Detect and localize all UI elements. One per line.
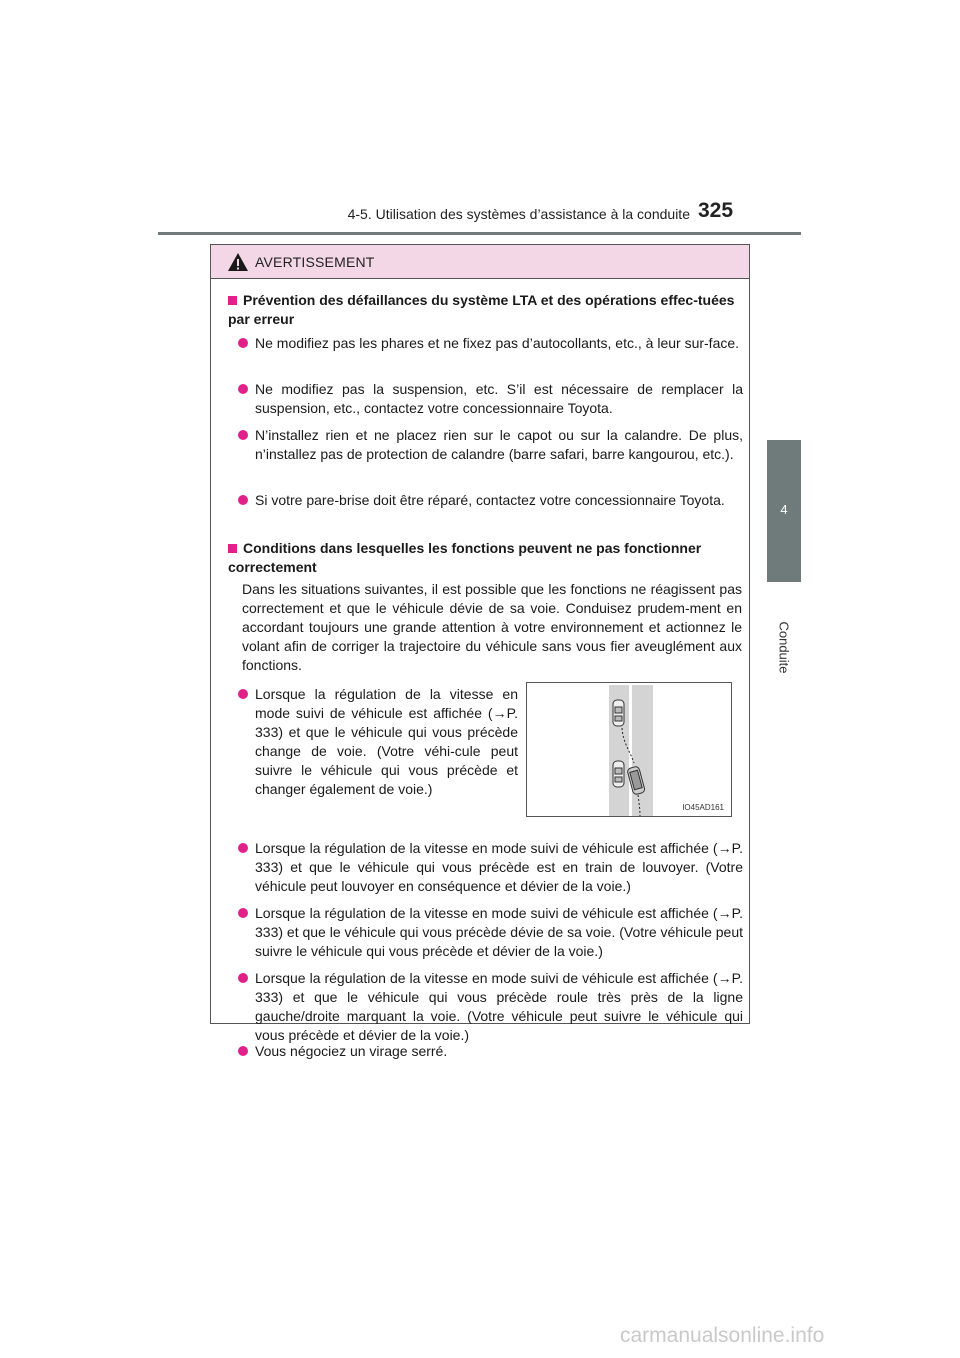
bullet-icon	[238, 973, 248, 983]
list-item: Vous négociez un virage serré.	[238, 1042, 743, 1061]
section-title-lta: Prévention des défaillances du système LTA et des opérations effec-tuées par erreur	[228, 292, 735, 327]
warning-box	[210, 244, 750, 1059]
list-item: Si votre pare-brise doit être réparé, contactez votre concessionnaire Toyota.	[238, 491, 743, 510]
chapter-number: 4	[780, 502, 788, 517]
lane-change-diagram	[527, 683, 731, 816]
square-bullet-icon	[228, 296, 237, 305]
section-intro: Dans les situations suivantes, il est possible que les fonctions ne réagissent pas correctement et que le véhicule dévie de sa voie. Conduisez prudem-ment en accordant toujours une grande attention à votre environnement et actionnez le volant afin de corriger la trajectoire du véhicule sans vous fier aveuglément aux fonctions.	[242, 581, 742, 673]
lane-change-figure	[526, 682, 732, 817]
section-title-conditions: Conditions dans lesquelles les fonctions peuvent ne pas fonctionner correctement	[228, 540, 702, 575]
bullet-icon	[238, 495, 248, 505]
header-rule	[158, 232, 801, 235]
chapter-label	[772, 620, 796, 680]
page-number: 325	[698, 199, 734, 222]
watermark: carmanualsonline.info	[620, 1324, 825, 1347]
list-item: Ne modifiez pas les phares et ne fixez pas d’autocollants, etc., à leur sur-face.	[238, 334, 743, 353]
chapter-tab	[767, 440, 801, 582]
warning-label: AVERTISSEMENT	[255, 254, 375, 270]
bullet-icon	[238, 689, 248, 699]
list-item: Lorsque la régulation de la vitesse en mode suivi de véhicule est affichée (→P. 333) et que le véhicule qui vous précède roule très près de la ligne gauche/droite marquant la voie. (Votre véhicule peut suivre le véhicule qui vous précède et dévier de la voie.)	[238, 969, 743, 1045]
square-bullet-icon	[228, 544, 237, 553]
bullet-icon	[238, 384, 248, 394]
list-item: Lorsque la régulation de la vitesse en mode suivi de véhicule est affichée (→P. 333) et que le véhicule qui vous précède est en train de louvoyer. (Votre véhicule peut louvoyer en conséquence et dévier de la voie.)	[238, 839, 743, 896]
chapter-name: Conduite	[776, 621, 792, 674]
bullet-icon	[238, 430, 248, 440]
list-item: Lorsque la régulation de la vitesse en mode suivi de véhicule est affichée (→P. 333) et que le véhicule qui vous précède dévie de sa voie. (Votre véhicule peut suivre le véhicule qui vous précède et dévier de la voie.)	[238, 904, 743, 961]
list-item-with-figure: Lorsque la régulation de la vitesse en mode suivi de véhicule est affichée (→P. 333) et que le véhicule qui vous précède change de voie. (Votre véhi-cule peut suivre le véhicule qui vous précède et changer également de voie.)	[238, 685, 518, 799]
list-item: N’installez rien et ne placez rien sur le capot ou sur la calandre. De plus, n’installez pas de protection de calandre (barre safari, barre kangourou, etc.).	[238, 426, 743, 464]
warning-header	[211, 245, 749, 279]
bullet-icon	[238, 908, 248, 918]
running-header: 4-5. Utilisation des systèmes d’assistance à la conduite	[347, 206, 690, 222]
bullet-icon	[238, 843, 248, 853]
car-parked	[613, 761, 624, 787]
car-leading	[613, 700, 624, 726]
bullet-icon	[238, 338, 248, 348]
warning-triangle-icon	[227, 252, 249, 272]
list-item: Ne modifiez pas la suspension, etc. S’il est nécessaire de remplacer la suspension, etc., contactez votre concessionnaire Toyota.	[238, 380, 743, 418]
figure-code: IO45AD161	[682, 803, 724, 812]
bullet-icon	[238, 1046, 248, 1056]
